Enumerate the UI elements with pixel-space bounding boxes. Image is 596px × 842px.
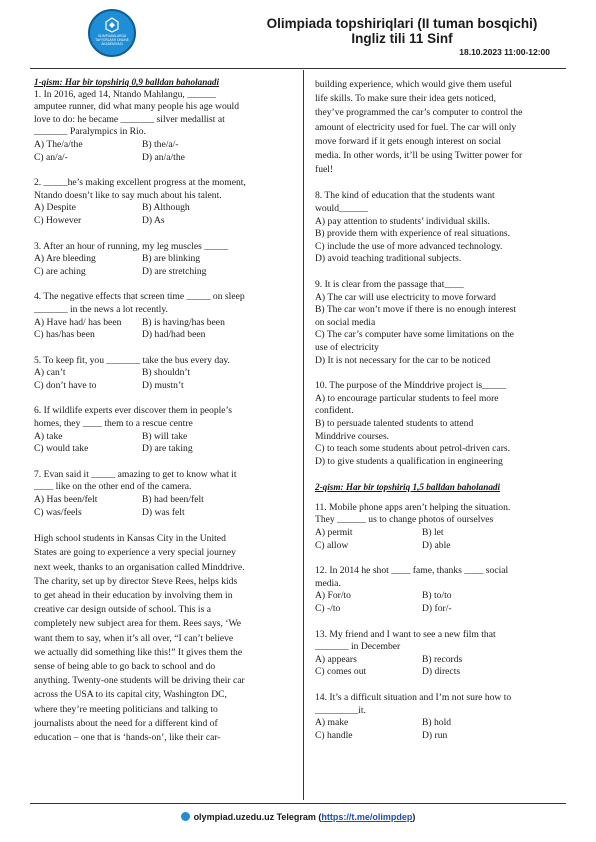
option-d: D) are taking bbox=[142, 443, 193, 455]
question-6: 6. If wildlife experts ever discover them in people’s homes, they ____ them to a rescue centre A) take B) will take C) would take D) are taking bbox=[34, 405, 292, 455]
option-d: D) an/a/the bbox=[142, 151, 185, 163]
option-c: C) allow bbox=[315, 539, 349, 551]
option-d: D) able bbox=[422, 539, 451, 551]
option-c: C) has/has been bbox=[34, 329, 95, 341]
option-a: A) permit bbox=[315, 527, 353, 539]
option-a: A) The car will use electricity to move forward bbox=[315, 291, 496, 303]
option-a: A) The/a/the bbox=[34, 138, 83, 150]
logo-text: OLIMPIADALARGA TAYYORLASH ONLINE AKADEMIYASI bbox=[95, 34, 129, 46]
option-b: B) to persuade talented students to attend bbox=[315, 417, 474, 429]
option-d: D) avoid teaching traditional subjects. bbox=[315, 253, 462, 265]
question-7: 7. Evan said it _____ amazing to get to know what it ____ like on the other end of the camera. A) Has been/felt B) had been/felt C) was/feels D) was felt bbox=[34, 469, 292, 519]
question-13: 13. My friend and I want to see a new film that _______ in December A) appears B) records C) comes out D) directs bbox=[315, 629, 562, 679]
option-d: D) for/- bbox=[422, 603, 452, 615]
option-b: B) hold bbox=[422, 717, 452, 729]
reading-passage: High school students in Kansas City in the United States are going to experience a very special journey next week, thanks to an organisation called Minddrive. The charity, set up by director Steve Rees, helps kids to get ahead in their education by involving them in creative car design outside of school. This is a completely new subject area for them. Rees says, ‘We want them to say, when it’s all over, “I can’t believe we actually did something like this!” It gives them the sense of being able to go back to school and do anything. Twenty-one students will be driving their car across the USA to its capital city, Washington DC, where they’re meeting politicians and talking to journalists about the need for a different kind of education – one that is ‘hands-on’, like their car- bbox=[34, 533, 245, 744]
option-a: A) can’t bbox=[34, 367, 66, 379]
option-c: C) was/feels bbox=[34, 506, 82, 518]
option-c: C) -/to bbox=[315, 603, 341, 615]
question-11: 11. Mobile phone apps aren’t helping the situation. They ______ us to change photos of ourselves A) permit B) let C) allow D) able bbox=[315, 502, 562, 552]
option-d: D) It is not necessary for the car to be noticed bbox=[315, 354, 491, 366]
option-a: A) to encourage particular students to feel more bbox=[315, 392, 499, 404]
option-a: A) take bbox=[34, 430, 63, 442]
option-c: C) include the use of more advanced technology. bbox=[315, 240, 503, 252]
question-12: 12. In 2014 he shot ____ fame, thanks ____ social media. A) For/to B) to/to C) -/to D) for/- bbox=[315, 565, 562, 615]
globe-icon bbox=[181, 812, 190, 821]
option-d: D) mustn’t bbox=[142, 379, 184, 391]
option-c: C) would take bbox=[34, 443, 89, 455]
question-5: 5. To keep fit, you _______ take the bus every day. A) can’t B) shouldn’t C) don’t have to D) mustn’t bbox=[34, 355, 292, 393]
option-b: B) is having/has been bbox=[142, 316, 225, 328]
page-footer bbox=[0, 812, 596, 822]
option-d: D) directs bbox=[422, 666, 461, 678]
option-d: D) As bbox=[142, 214, 165, 226]
option-b: B) provide them with experience of real situations. bbox=[315, 228, 511, 240]
exam-date: 18.10.2023 11:00-12:00 bbox=[459, 47, 550, 57]
option-d: D) had/had been bbox=[142, 329, 206, 341]
logo-emblem-icon bbox=[104, 17, 120, 33]
option-b: B) records bbox=[422, 653, 463, 665]
page-header bbox=[0, 0, 596, 64]
page-subtitle: Ingliz tili 11 Sinf bbox=[351, 31, 453, 46]
option-b: B) let bbox=[422, 527, 444, 539]
header-divider bbox=[30, 68, 566, 69]
option-b: B) the/a/- bbox=[142, 138, 179, 150]
option-c: C) to teach some students about petrol-driven cars. bbox=[315, 443, 511, 455]
option-c: C) handle bbox=[315, 729, 353, 741]
option-c: C) The car’s computer have some limitations on the bbox=[315, 329, 514, 341]
question-10: 10. The purpose of the Minddrive project is_____ A) to encourage particular students to feel more confident. B) to persuade talented students to attend Minddrive courses. C) to teach some students about petrol-driven cars. D) to give students a qualification in engineering bbox=[315, 380, 562, 468]
option-d: D) are stretching bbox=[142, 265, 207, 277]
page-title: Olimpiada topshiriqlari (II tuman bosqichi) bbox=[266, 16, 538, 31]
reading-passage-continued: building experience, which would give them useful life skills. To make sure their idea gets noticed, they’ve programmed the car’s computer to control the amount of electricity used for fuel. The car will only move forward if it gets enough interest on social media. In other words, it’ll be using Twitter power for fuel! bbox=[315, 79, 523, 176]
option-b: B) shouldn’t bbox=[142, 367, 191, 379]
option-a: A) Have had/ has been bbox=[34, 316, 122, 328]
footer-site: olympiad.uzedu.uz Telegram ( bbox=[193, 812, 322, 822]
footer-close: ) bbox=[412, 812, 416, 822]
column-divider bbox=[303, 70, 304, 800]
option-c: C) comes out bbox=[315, 666, 367, 678]
question-3: 3. After an hour of running, my leg muscles _____ A) Are bleeding B) are blinking C) are aching D) are stretching bbox=[34, 241, 292, 279]
option-a: A) Has been/felt bbox=[34, 494, 98, 506]
option-d: D) was felt bbox=[142, 506, 185, 518]
section-1-heading: 1-qism: Har bir topshiriq 0,9 balldan baholanadi bbox=[34, 77, 220, 87]
option-a: A) Are bleeding bbox=[34, 253, 96, 265]
left-column bbox=[34, 76, 292, 745]
option-b: B) to/to bbox=[422, 590, 452, 602]
option-b: B) The car won’t move if there is no enough interest bbox=[315, 304, 517, 316]
question-9: 9. It is clear from the passage that____ A) The car will use electricity to move forward B) The car won’t move if there is no enough interest on social media C) The car’s computer have some limitations on the use of electricity D) It is not necessary for the car to be noticed bbox=[315, 279, 562, 367]
option-c: C) However bbox=[34, 214, 82, 226]
question-8: 8. The kind of education that the students want would______ A) pay attention to students’ individual skills. B) provide them with experience of real situations. C) include the use of more advanced technology. D) avoid teaching traditional subjects. bbox=[315, 190, 562, 266]
footer-divider bbox=[30, 803, 566, 804]
option-c: C) an/a/- bbox=[34, 151, 68, 163]
option-a: A) For/to bbox=[315, 590, 351, 602]
option-a: A) Despite bbox=[34, 202, 76, 214]
option-c: C) are aching bbox=[34, 265, 86, 277]
question-14: 14. It’s a difficult situation and I’m not sure how to _________it. A) make B) hold C) handle D) run bbox=[315, 692, 562, 742]
option-b: B) Although bbox=[142, 202, 190, 214]
section-2-heading: 2-qism: Har bir topshiriq 1,5 balldan baholanadi bbox=[315, 482, 501, 493]
olympiad-logo bbox=[88, 9, 136, 57]
option-b: B) will take bbox=[142, 430, 188, 442]
option-a: A) pay attention to students’ individual skills. bbox=[315, 215, 490, 227]
option-a: A) appears bbox=[315, 653, 357, 665]
option-b: B) had been/felt bbox=[142, 494, 204, 506]
right-column bbox=[315, 78, 562, 742]
option-c: C) don’t have to bbox=[34, 379, 97, 391]
option-d: D) run bbox=[422, 729, 448, 741]
question-2: 2. _____he’s making excellent progress at the moment, Ntando doesn’t like to say much about his talent. A) Despite B) Although C) However D) As bbox=[34, 177, 292, 227]
option-d: D) to give students a qualification in engineering bbox=[315, 455, 503, 467]
option-b: B) are blinking bbox=[142, 253, 201, 265]
question-1: 1. In 2016, aged 14, Ntando Mahlangu, ______ amputee runner, did what many people his age would love to do: he became _______ silver medallist at _______ Paralympics in Rio. A) The/a/the B) the/a/- C) an/a/- D) an/a/the bbox=[34, 89, 292, 165]
telegram-link[interactable]: https://t.me/olimpdep bbox=[321, 812, 413, 822]
option-a: A) make bbox=[315, 717, 349, 729]
question-4: 4. The negative effects that screen time _____ on sleep _______ in the news a lot recently. A) Have had/ has been B) is having/has been C) has/has been D) had/had been bbox=[34, 291, 292, 341]
